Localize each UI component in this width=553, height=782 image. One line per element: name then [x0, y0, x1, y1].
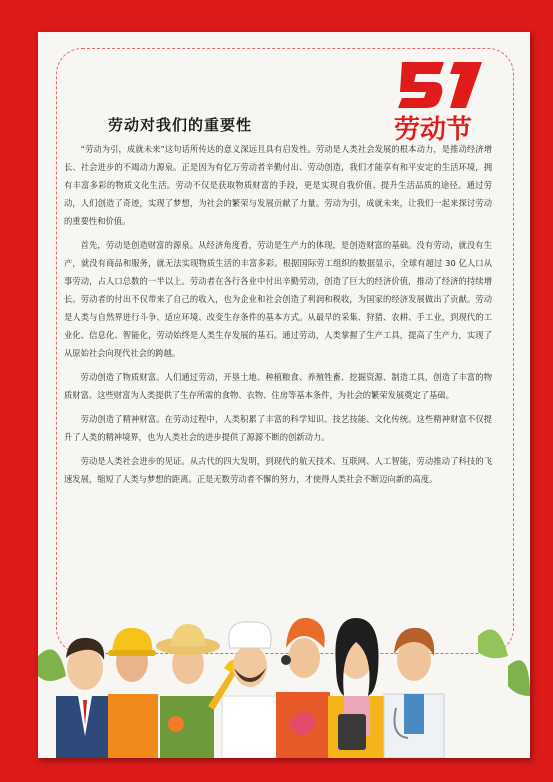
paragraph-2: 首先，劳动是创造财富的源泉。从经济角度看，劳动是生产力的体现，是创造财富的基础。没有劳动，就没有生产，就没有商品和服务，就无法实现物质生活的丰富多彩。根据国际劳工组织的数据显示，全球有超过 30 亿人口从事劳动，占人口总数的一半以上。劳动者在各行各业中付出辛勤劳动，创造了巨大的经济价值，推动了经济的持续增长。劳动者的付出不仅带来了自己的收入，也为企业和社会创造了利润和税收，为国家的经济发展做出了贡献。劳动是人类与自然界进行斗争、适应环境、改变生存条件的基本方式。从最早的采集、狩猎、农耕、手工业，到现代的工业化、信息化、智能化，劳动始终是人类生存发展的基石。通过劳动，人类掌握了生产工具，提高了生产力，实现了从原始社会向现代社会的跨越。	[64, 240, 492, 358]
article-body	[64, 140, 492, 494]
paragraph-5: 劳动是人类社会进步的见证。从古代的四大发明，到现代的航天技术、互联网、人工智能，劳动推动了科技的飞速发展，缩短了人类与梦想的距离。正是无数劳动者不懈的努力，才使得人类社会不断迈向新的高度。	[64, 456, 492, 484]
paragraph-4: 劳动创造了精神财富。在劳动过程中，人类积累了丰富的科学知识、技艺技能、文化传统。这些精神财富不仅提升了人类的精神境界，也为人类社会的进步提供了源源不断的创新动力。	[64, 414, 492, 442]
page-title: 劳动对我们的重要性	[108, 116, 253, 134]
paragraph-3: 劳动创造了物质财富。人们通过劳动，开垦土地、种植粮食、养殖牲畜、挖掘资源、制造工具，创造了丰富的物质财富。这些财富为人类提供了生存所需的食物、衣物、住房等基本条件，为社会的繁荣发展奠定了基础。	[64, 372, 492, 400]
paragraph-1: “劳动为引，成就未来”这句话所传达的意义深远且具有启发性。劳动是人类社会发展的根本动力，是推动经济增长、社会进步的不竭动力源泉。正是因为有亿万劳动者辛勤付出、劳动创造，我们才能享有和平安定的生活环境，拥有丰富多彩的物质文化生活。劳动不仅是获取物质财富的手段，更是实现自我价值、提升生活品质的途径。通过劳动，人们创造了奇迹，实现了梦想，为社会的繁荣与发展贡献了力量。劳动为引，成就未来，让我们一起来探讨劳动的重要性和价值。	[64, 144, 492, 226]
woman-figure	[328, 618, 386, 758]
construction-worker-figure	[108, 628, 158, 758]
delivery-worker-figure	[276, 618, 330, 758]
chef-figure	[222, 622, 280, 758]
workers-illustration	[38, 596, 530, 758]
doctor-figure	[384, 628, 444, 758]
labor-day-logo	[394, 58, 490, 144]
logo-text: 劳动节	[394, 115, 473, 144]
businessman-figure	[56, 638, 114, 758]
